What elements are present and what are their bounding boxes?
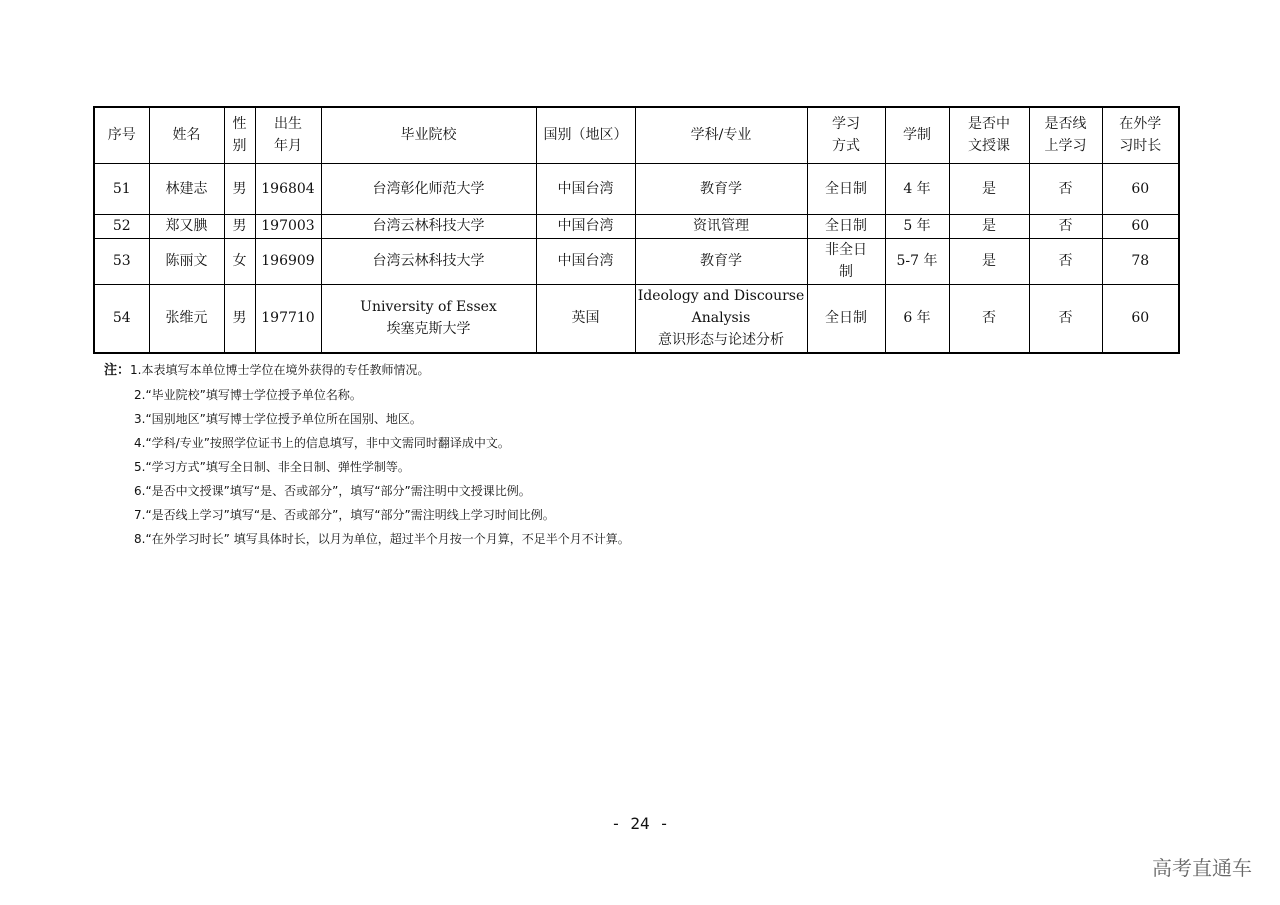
cell-name: 陈丽文 bbox=[149, 238, 224, 284]
cell-school: 台湾云林科技大学 bbox=[321, 214, 536, 238]
cell-mode: 全日制 bbox=[807, 163, 885, 214]
cell-seq: 53 bbox=[94, 238, 149, 284]
cell-seq: 51 bbox=[94, 163, 149, 214]
cell-gender: 女 bbox=[224, 238, 255, 284]
cell-major: 资讯管理 bbox=[635, 214, 807, 238]
cell-country: 中国台湾 bbox=[536, 214, 635, 238]
cell-chinese: 是 bbox=[949, 163, 1029, 214]
notes-section bbox=[104, 358, 630, 551]
cell-gender: 男 bbox=[224, 214, 255, 238]
cell-school: 台湾彰化师范大学 bbox=[321, 163, 536, 214]
cell-duration: 6 年 bbox=[885, 284, 949, 353]
cell-online: 否 bbox=[1029, 163, 1102, 214]
note-line: 2.“毕业院校”填写博士学位授予单位名称。 bbox=[134, 388, 362, 402]
cell-duration: 5-7 年 bbox=[885, 238, 949, 284]
cell-seq: 54 bbox=[94, 284, 149, 353]
header-country: 国别（地区） bbox=[536, 107, 635, 163]
page-number: - 24 - bbox=[611, 814, 669, 833]
cell-name: 郑又腆 bbox=[149, 214, 224, 238]
header-school: 毕业院校 bbox=[321, 107, 536, 163]
cell-chinese: 是 bbox=[949, 214, 1029, 238]
cell-country: 英国 bbox=[536, 284, 635, 353]
cell-duration: 4 年 bbox=[885, 163, 949, 214]
cell-birth: 197003 bbox=[255, 214, 321, 238]
header-online: 是否线 上学习 bbox=[1029, 107, 1102, 163]
cell-duration: 5 年 bbox=[885, 214, 949, 238]
cell-major: 教育学 bbox=[635, 163, 807, 214]
note-line: 7.“是否线上学习”填写“是、否或部分”，填写“部分”需注明线上学习时间比例。 bbox=[134, 508, 555, 522]
header-gender: 性 别 bbox=[224, 107, 255, 163]
cell-name: 林建志 bbox=[149, 163, 224, 214]
cell-online: 否 bbox=[1029, 238, 1102, 284]
table-row bbox=[94, 238, 1179, 284]
table-row bbox=[94, 214, 1179, 238]
cell-mode: 非全日 制 bbox=[807, 238, 885, 284]
table-header-row bbox=[94, 107, 1179, 163]
header-duration: 学制 bbox=[885, 107, 949, 163]
table-row bbox=[94, 284, 1179, 353]
cell-school: 台湾云林科技大学 bbox=[321, 238, 536, 284]
header-name: 姓名 bbox=[149, 107, 224, 163]
cell-birth: 196804 bbox=[255, 163, 321, 214]
table-row bbox=[94, 163, 1179, 214]
header-birth: 出生 年月 bbox=[255, 107, 321, 163]
note-line: 6.“是否中文授课”填写“是、否或部分”，填写“部分”需注明中文授课比例。 bbox=[134, 484, 531, 498]
cell-abroad: 60 bbox=[1102, 163, 1179, 214]
cell-name: 张维元 bbox=[149, 284, 224, 353]
cell-birth: 197710 bbox=[255, 284, 321, 353]
cell-chinese: 否 bbox=[949, 284, 1029, 353]
cell-country: 中国台湾 bbox=[536, 163, 635, 214]
header-abroad: 在外学 习时长 bbox=[1102, 107, 1179, 163]
cell-abroad: 78 bbox=[1102, 238, 1179, 284]
watermark-text: 高考直通车 bbox=[1152, 856, 1252, 880]
cell-online: 否 bbox=[1029, 284, 1102, 353]
teacher-table bbox=[93, 106, 1180, 354]
cell-seq: 52 bbox=[94, 214, 149, 238]
header-mode: 学习 方式 bbox=[807, 107, 885, 163]
cell-abroad: 60 bbox=[1102, 214, 1179, 238]
cell-mode: 全日制 bbox=[807, 214, 885, 238]
cell-abroad: 60 bbox=[1102, 284, 1179, 353]
header-chinese: 是否中 文授课 bbox=[949, 107, 1029, 163]
cell-school: University of Essex 埃塞克斯大学 bbox=[321, 284, 536, 353]
cell-birth: 196909 bbox=[255, 238, 321, 284]
note-line: 3.“国别地区”填写博士学位授予单位所在国别、地区。 bbox=[134, 412, 422, 426]
cell-chinese: 是 bbox=[949, 238, 1029, 284]
cell-online: 否 bbox=[1029, 214, 1102, 238]
notes-lead: 注： bbox=[104, 363, 131, 378]
cell-mode: 全日制 bbox=[807, 284, 885, 353]
note-line: 5.“学习方式”填写全日制、非全日制、弹性学制等。 bbox=[134, 460, 410, 474]
cell-major: 教育学 bbox=[635, 238, 807, 284]
cell-country: 中国台湾 bbox=[536, 238, 635, 284]
header-seq: 序号 bbox=[94, 107, 149, 163]
cell-gender: 男 bbox=[224, 284, 255, 353]
note-line: 注：1.本表填写本单位博士学位在境外获得的专任教师情况。 bbox=[104, 363, 430, 378]
header-major: 学科/专业 bbox=[635, 107, 807, 163]
cell-major: Ideology and Discourse Analysis 意识形态与论述分析 bbox=[635, 284, 807, 353]
note-line: 4.“学科/专业”按照学位证书上的信息填写，非中文需同时翻译成中文。 bbox=[134, 436, 510, 450]
note-line: 8.“在外学习时长” 填写具体时长，以月为单位，超过半个月按一个月算，不足半个月不计算。 bbox=[134, 532, 630, 546]
cell-gender: 男 bbox=[224, 163, 255, 214]
